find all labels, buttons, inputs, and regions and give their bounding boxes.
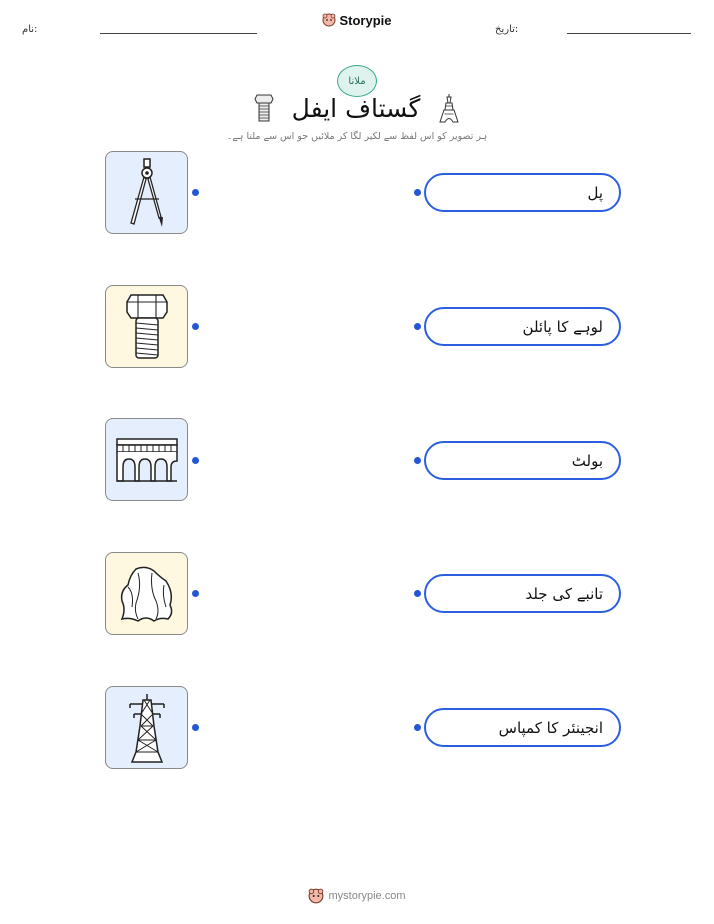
word-dot[interactable]	[414, 189, 421, 196]
image-dot[interactable]	[192, 724, 199, 731]
storypie-logo-icon	[308, 888, 324, 904]
instructions: ہر تصویر کو اس لفظ سے لکیر لگا کر ملائیں جو اس سے ملتا ہے۔	[226, 131, 488, 142]
compass-icon	[121, 157, 173, 229]
image-card-pylon[interactable]	[105, 686, 188, 769]
eiffel-tower-icon	[438, 93, 460, 123]
word-dot[interactable]	[414, 590, 421, 597]
image-dot[interactable]	[192, 590, 199, 597]
name-line[interactable]	[100, 33, 257, 34]
brand-name: Storypie	[339, 12, 392, 28]
word-option[interactable]: انجینئر کا کمپاس	[424, 708, 621, 747]
brand-header	[0, 12, 714, 31]
image-dot[interactable]	[192, 323, 199, 330]
date-label: تاریخ:	[495, 24, 519, 35]
word-dot[interactable]	[414, 724, 421, 731]
image-dot[interactable]	[192, 457, 199, 464]
date-line[interactable]	[567, 33, 691, 34]
word-dot[interactable]	[414, 457, 421, 464]
bolt-title-icon	[254, 93, 274, 123]
bridge-icon	[115, 435, 179, 485]
storypie-logo-icon	[322, 13, 336, 27]
name-label: نام:	[22, 24, 38, 35]
word-option[interactable]: لوہے کا پائلن	[424, 307, 621, 346]
word-option[interactable]: بولٹ	[424, 441, 621, 480]
image-card-bolt[interactable]	[105, 285, 188, 368]
level-badge: ملانا	[337, 65, 377, 97]
word-option[interactable]: پل	[424, 173, 621, 212]
image-card-copper-sheet[interactable]	[105, 552, 188, 635]
pylon-icon	[124, 692, 170, 764]
word-dot[interactable]	[414, 323, 421, 330]
bolt-icon	[125, 292, 169, 362]
image-card-compass[interactable]	[105, 151, 188, 234]
title-row	[0, 93, 714, 123]
copper-sheet-icon	[116, 563, 178, 625]
footer	[0, 888, 714, 904]
image-card-bridge[interactable]	[105, 418, 188, 501]
footer-site[interactable]: mystorypie.com	[328, 890, 406, 902]
page-title: گستاف ایفل	[291, 93, 421, 123]
image-dot[interactable]	[192, 189, 199, 196]
word-option[interactable]: تانبے کی جلد	[424, 574, 621, 613]
